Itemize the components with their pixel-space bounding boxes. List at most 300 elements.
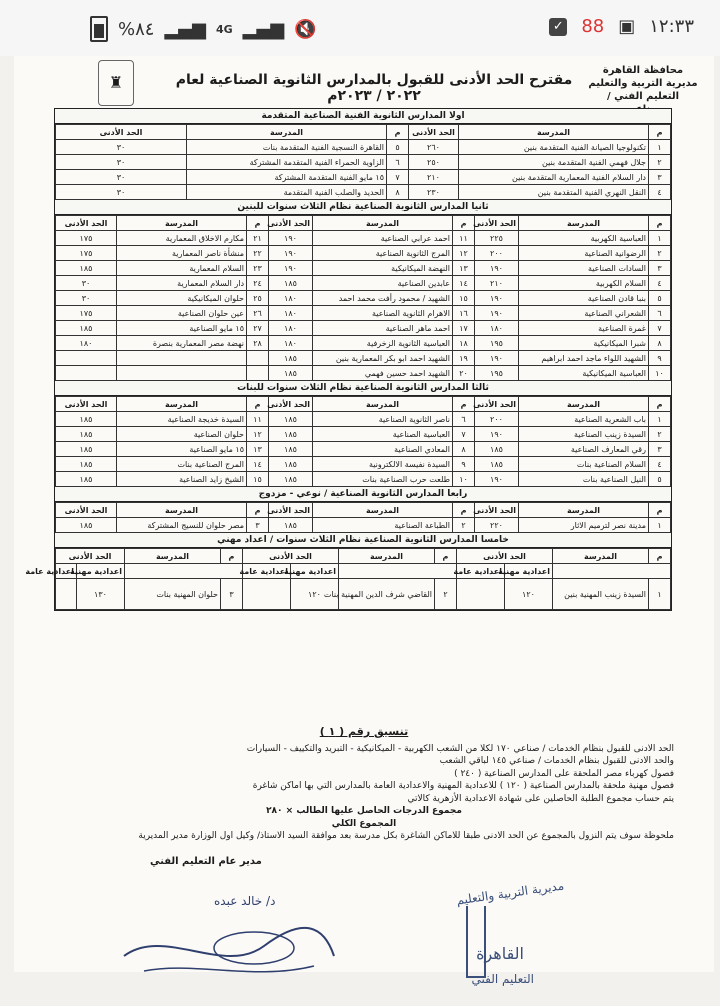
sub-header: اعدادية عامة: [456, 564, 504, 579]
school-name-cell: القاضي شرف الدين المهنية بنات: [338, 579, 434, 610]
table-cell: ٦: [387, 155, 409, 170]
table-cell: ١٨٥: [269, 457, 313, 472]
school-name-cell: العباسية الصناعية: [313, 427, 453, 442]
table-row: [56, 246, 671, 261]
spacer-cell: [124, 564, 242, 579]
col-header: المدرسة: [519, 216, 649, 231]
note-line: المجموع الكلي: [331, 818, 397, 829]
school-name-cell: الشهيد / محمود رأفت محمد احمد: [313, 291, 453, 306]
note-line: الحد الادنى للقبول بنظام الخدمات / صناعي ١٧٠ لكلا من الشعب الكهربية - الميكانيكية - التبريد والتكييف - السيارات: [246, 743, 674, 754]
table-cell: ١٨٥: [269, 351, 313, 366]
school-name-cell: ١٥ مايو الفنية المتقدمة المشتركة: [187, 170, 387, 185]
school-name-cell: الرضوانية الصناعية: [519, 246, 649, 261]
network-type: 4G: [215, 22, 233, 36]
table-row: [56, 276, 671, 291]
col-header: م: [387, 125, 409, 140]
table-cell: ٤: [649, 457, 671, 472]
issuer-line: مديرية التربية والتعليم: [588, 78, 698, 89]
table-cell: [56, 351, 117, 366]
table-cell: ٢٢٠: [475, 518, 519, 533]
table-cell: ٥: [649, 472, 671, 487]
table-cell: ٣: [649, 170, 671, 185]
school-name-cell: احمد عرابي الصناعية: [313, 231, 453, 246]
table-cell: ٩: [453, 457, 475, 472]
col-header: المدرسة: [117, 216, 247, 231]
col-header: م: [453, 216, 475, 231]
note-line: ملحوظة سوف يتم النزول بالمجموع عن الحد الادنى طبقا للاماكن الشاغرة بكل مدرسة بعد موافقة السيد الاستاذ/ وكيل اول الوزارة مدير المديرية: [138, 831, 674, 841]
school-name-cell: القاهرة النسجية الفنية المتقدمة بنات: [187, 140, 387, 155]
table-cell: ٣: [220, 579, 242, 610]
table-row: [56, 185, 671, 200]
table-cell: ١٨٠: [269, 291, 313, 306]
table-cell: ١٧: [453, 321, 475, 336]
school-name-cell: حلوان الصناعية: [117, 427, 247, 442]
table-cell: ١٨٥: [56, 518, 117, 533]
note-line: فصول كهرباء مصر الملحقة على المدارس الصناعية ( ٢٤٠ ): [454, 768, 674, 779]
table-cell: ٨: [387, 185, 409, 200]
table-cell: ١٩٥: [475, 366, 519, 381]
col-header: الحد الأدنى: [456, 549, 552, 564]
table-row: [56, 306, 671, 321]
school-name-cell: السيدة نفيسة الالكترونية: [313, 457, 453, 472]
school-name-cell: بنبا قادن الصناعية: [519, 291, 649, 306]
table-cell: ٢٦: [247, 306, 269, 321]
section2-table: [55, 215, 671, 381]
table-cell: ٢٣: [247, 261, 269, 276]
table-cell: ١٢٠: [290, 579, 338, 610]
col-header: المدرسة: [519, 397, 649, 412]
school-name-cell: حلوان المهنية بنات: [124, 579, 220, 610]
image-icon: ▣: [618, 16, 636, 37]
table-cell: ٣٠: [56, 170, 187, 185]
school-name-cell: نهضة مصر المعمارية بنصرة: [117, 336, 247, 351]
table-cell: ١٩٠: [475, 472, 519, 487]
section-title: ثالثا المدارس الثانوية الصناعية نظام الثلاث سنوات للبنات: [55, 381, 671, 396]
table-cell: ١٨٥: [56, 261, 117, 276]
table-cell: ٢: [649, 246, 671, 261]
school-name-cell: الشهيد اللواء ماجد احمد ابراهيم: [519, 351, 649, 366]
table-cell: ١٨: [453, 336, 475, 351]
table-cell: ١٢: [453, 246, 475, 261]
table-cell: ٥: [387, 140, 409, 155]
document-title: مقترح الحد الأدنى للقبول بالمدارس الثانوية الصناعية لعام ٢٠٢٢ / ٢٠٢٣م: [175, 72, 573, 104]
table-cell: ١٩٠: [475, 351, 519, 366]
table-row: [56, 351, 671, 366]
table-header-row: [56, 125, 671, 140]
table-cell: ١: [649, 140, 671, 155]
col-header: الحد الأدنى: [409, 125, 459, 140]
table-cell: ٣٠: [56, 185, 187, 200]
school-name-cell: باب الشعرية الصناعية: [519, 412, 649, 427]
table-cell: ١٩٠: [475, 261, 519, 276]
col-header: م: [434, 549, 456, 564]
school-name-cell: السلام الكهربية: [519, 276, 649, 291]
table-cell: ٢: [434, 579, 456, 610]
sub-header: اعدادية عامة: [56, 564, 77, 579]
col-header: م: [649, 549, 671, 564]
school-name-cell: الحديد والصلب الفنية المتقدمة: [187, 185, 387, 200]
table-row: [56, 140, 671, 155]
table-cell: ١: [649, 412, 671, 427]
section-title: اولا المدارس الثانوية الفنية الصناعية المتقدمة: [55, 109, 671, 124]
table-cell: ١٨٥: [475, 457, 519, 472]
col-header: الحد الأدنى: [242, 549, 338, 564]
col-header: م: [453, 503, 475, 518]
table-cell: ٢٦٠: [409, 140, 459, 155]
school-name-cell: عين حلوان الصناعية: [117, 306, 247, 321]
school-name-cell: طلعت حرب الصناعية بنات: [313, 472, 453, 487]
col-header: م: [649, 216, 671, 231]
table-cell: ١٨٥: [269, 366, 313, 381]
note-line: والحد الادنى للقبول بنظام الخدمات / صناعي ١٤٥ لباقي الشعب: [439, 756, 674, 766]
school-name-cell: [117, 351, 247, 366]
school-name-cell: منشأة ناصر المعمارية: [117, 246, 247, 261]
school-name-cell: دار السلام المعمارية: [117, 276, 247, 291]
col-header: م: [220, 549, 242, 564]
school-name-cell: العباسية الميكانيكية: [519, 366, 649, 381]
table-row: [56, 170, 671, 185]
school-name-cell: السيدة زينب الصناعية: [519, 427, 649, 442]
table-cell: ١: [649, 518, 671, 533]
col-header: م: [649, 125, 671, 140]
col-header: المدرسة: [117, 503, 247, 518]
table-cell: ٣: [649, 442, 671, 457]
table-cell: ٩: [649, 351, 671, 366]
school-name-cell: رقي المعارف الصناعية: [519, 442, 649, 457]
table-cell: ١٧٥: [56, 231, 117, 246]
school-name-cell: السلام المعمارية: [117, 261, 247, 276]
col-header: م: [649, 503, 671, 518]
table-cell: ١٥: [453, 291, 475, 306]
official-stamp: [434, 878, 565, 1006]
table-cell: ١٣: [453, 261, 475, 276]
school-name-cell: المعادي الصناعية: [313, 442, 453, 457]
mute-icon: 🔇: [294, 18, 317, 40]
table-cell: ٦: [453, 412, 475, 427]
spacer-cell: [553, 564, 671, 579]
table-cell: [456, 579, 504, 610]
col-header: م: [453, 397, 475, 412]
section-title: خامسا المدارس الثانوية الصناعية نظام الثلاث سنوات / اعداد مهني: [55, 533, 671, 548]
table-cell: ٢٠: [453, 366, 475, 381]
col-header: الحد الأدنى: [269, 503, 313, 518]
school-name-cell: ناصر الثانوية الصناعية: [313, 412, 453, 427]
school-name-cell: العباسية الثانوية الزخرفية: [313, 336, 453, 351]
table-cell: ١٩: [453, 351, 475, 366]
admission-table-frame: [25, 108, 672, 611]
table-cell: ١٨٥: [56, 457, 117, 472]
stamp-building-icon: [466, 906, 486, 978]
sub-header: اعدادية مهنية: [505, 564, 553, 579]
ministry-logo-icon: ♜: [98, 60, 134, 106]
school-name-cell: الشهيد احمد حسين فهمي: [313, 366, 453, 381]
table-cell: ١٨٥: [56, 412, 117, 427]
table-cell: ١٨٠: [269, 306, 313, 321]
table-cell: ٣٠: [56, 140, 187, 155]
table-cell: ١٩٠: [475, 291, 519, 306]
table-header-row: [56, 216, 671, 231]
table-subheader-row: [56, 564, 671, 579]
table-cell: ٧: [649, 321, 671, 336]
table-cell: [247, 351, 269, 366]
table-cell: ٤: [649, 185, 671, 200]
status-left: [90, 16, 317, 42]
table-cell: ١٨٥: [56, 321, 117, 336]
table-cell: ١٩٠: [475, 306, 519, 321]
school-name-cell: احمد ماهر الصناعية: [313, 321, 453, 336]
col-header: المدرسة: [459, 125, 649, 140]
table-cell: ١٢: [247, 427, 269, 442]
table-cell: ٧: [453, 427, 475, 442]
col-header: الحد الأدنى: [269, 216, 313, 231]
table-cell: ١١: [453, 231, 475, 246]
section1-table: [55, 124, 671, 200]
table-row: [56, 155, 671, 170]
table-cell: ٢٧: [247, 321, 269, 336]
col-header: المدرسة: [338, 549, 434, 564]
school-name-cell: النيل الصناعية بنات: [519, 472, 649, 487]
table-cell: ١٨٠: [56, 336, 117, 351]
table-cell: ٣: [247, 518, 269, 533]
table-cell: ٣٠: [56, 291, 117, 306]
col-header: الحد الأدنى: [56, 216, 117, 231]
spacer-cell: [338, 564, 456, 579]
table-cell: ١٤: [453, 276, 475, 291]
school-name-cell: السيدة خديجة الصناعية: [117, 412, 247, 427]
table-row: [56, 231, 671, 246]
signer-title: مدير عام التعليم الفني: [150, 856, 262, 867]
school-name-cell: الطباعة الصناعية: [313, 518, 453, 533]
school-name-cell: النهضة الميكانيكية: [313, 261, 453, 276]
table-row: [56, 366, 671, 381]
table-cell: ١٩٠: [269, 231, 313, 246]
table-cell: ٢٥٠: [409, 155, 459, 170]
table-cell: ٨: [453, 442, 475, 457]
table-cell: ٦: [649, 306, 671, 321]
table-cell: ١٨٥: [56, 472, 117, 487]
table-cell: ٢١٠: [475, 276, 519, 291]
table-cell: ٢١٠: [409, 170, 459, 185]
table-cell: ٢٠٠: [475, 246, 519, 261]
school-name-cell: السادات الصناعية: [519, 261, 649, 276]
col-header: الحد الأدنى: [56, 549, 125, 564]
table-cell: ١٩٠: [475, 427, 519, 442]
table-row: [56, 336, 671, 351]
school-name-cell: غمرة الصناعية: [519, 321, 649, 336]
table-cell: ١٧٥: [56, 306, 117, 321]
app-icon: 88: [581, 16, 605, 37]
table-cell: ١٤: [247, 457, 269, 472]
table-cell: [56, 366, 117, 381]
section5-table: [25, 548, 671, 610]
col-header: المدرسة: [313, 216, 453, 231]
section-title: رابعا المدارس الثانوية الصناعية / نوعي - مزدوج: [55, 487, 671, 502]
table-cell: ١٨٥: [56, 442, 117, 457]
table-cell: ٢٠٠: [475, 412, 519, 427]
table-header-row: [56, 549, 671, 564]
issuer-line: محافظة القاهرة: [602, 65, 684, 76]
col-header: المدرسة: [124, 549, 220, 564]
table-cell: ١٨٥: [269, 276, 313, 291]
school-name-cell: الشعراني الصناعية: [519, 306, 649, 321]
school-name-cell: مدينة نصر لترميم الاثار: [519, 518, 649, 533]
school-name-cell: الشيخ زايد الصناعية: [117, 472, 247, 487]
school-name-cell: ١٥ مايو الصناعية: [117, 321, 247, 336]
school-name-cell: المرج الصناعية بنات: [117, 457, 247, 472]
table-cell: ١: [649, 579, 671, 610]
table-row: [56, 427, 671, 442]
table-cell: ١٨٠: [269, 321, 313, 336]
school-name-cell: العباسية الكهربية: [519, 231, 649, 246]
col-header: الحد الأدنى: [269, 397, 313, 412]
table-cell: ٢١: [247, 231, 269, 246]
table-cell: ٢: [649, 155, 671, 170]
col-header: الحد الأدنى: [56, 125, 187, 140]
table-cell: ٢٥: [247, 291, 269, 306]
stamp-text: مديرية التربية والتعليم: [455, 878, 565, 908]
col-header: المدرسة: [553, 549, 649, 564]
col-header: الحد الأدنى: [475, 503, 519, 518]
col-header: الحد الأدنى: [56, 503, 117, 518]
sub-header: اعدادية مهنية: [290, 564, 338, 579]
school-name-cell: عابدين الصناعية: [313, 276, 453, 291]
col-header: المدرسة: [117, 397, 247, 412]
school-name-cell: الشهيد احمد ابو بكر المعمارية بنين: [313, 351, 453, 366]
table-cell: ٧: [387, 170, 409, 185]
col-header: المدرسة: [187, 125, 387, 140]
school-name-cell: شبرا الميكانيكية: [519, 336, 649, 351]
col-header: المدرسة: [519, 503, 649, 518]
school-name-cell: النقل النهري الفنية المتقدمة بنين: [459, 185, 649, 200]
clock: ١٢:٣٣: [649, 16, 694, 37]
table-row: [56, 412, 671, 427]
table-row: [56, 579, 671, 610]
section3-table: [55, 396, 671, 487]
table-row: [56, 457, 671, 472]
table-row: [56, 321, 671, 336]
school-name-cell: جلال فهمي الفنية المتقدمة بنين: [459, 155, 649, 170]
table-row: [56, 472, 671, 487]
table-cell: [56, 579, 77, 610]
signal-icon-2: ▂▄▆: [242, 18, 285, 40]
school-name-cell: ١٥ مايو الصناعية: [117, 442, 247, 457]
table-cell: ١٠: [649, 366, 671, 381]
table-cell: ١٩٠: [269, 246, 313, 261]
school-name-cell: مصر حلوان للنسيج المشتركة: [117, 518, 247, 533]
note-line: مجموع الدرجات الحاصل عليها الطالب × ٢٨٠: [266, 806, 462, 816]
battery-percent: %٨٤: [118, 18, 155, 40]
school-name-cell: تكنولوجيا الصيانة الفنية المتقدمة بنين: [459, 140, 649, 155]
table-cell: ٤: [649, 276, 671, 291]
table-row: [56, 291, 671, 306]
table-row: [56, 518, 671, 533]
table-cell: ٣: [649, 261, 671, 276]
school-name-cell: الزاوية الحمراء الفنية المتقدمة المشتركة: [187, 155, 387, 170]
table-cell: ١٨٥: [269, 427, 313, 442]
note-line: فصول مهنية ملحقة بالمدارس الصناعية ( ١٢٠ ) للاعدادية المهنية والاعدادية العامة بالمدارس التي بها اماكن شاغرة: [252, 781, 674, 791]
table-cell: ١٨٠: [475, 321, 519, 336]
note-line: يتم حساب مجموع الطلبة الحاصلين على شهادة الاعدادية الأزهرية كالاتي: [407, 793, 674, 804]
section4-table: [55, 502, 671, 533]
col-header: م: [247, 216, 269, 231]
table-cell: ١٨٥: [269, 472, 313, 487]
table-cell: ١٦: [453, 306, 475, 321]
col-header: الحد الأدنى: [475, 216, 519, 231]
table-cell: [247, 366, 269, 381]
col-header: المدرسة: [313, 503, 453, 518]
table-header-row: [56, 397, 671, 412]
check-icon: ✓: [549, 18, 567, 36]
col-header: م: [247, 397, 269, 412]
issuer-line: التعليم الفني /: [606, 91, 680, 102]
signal-icon: ▂▄▆: [164, 18, 206, 40]
school-name-cell: دار السلام الفنية المعمارية المتقدمة بنين: [459, 170, 649, 185]
stamp-text-bottom: التعليم الفني: [471, 972, 534, 986]
sub-header: اعدادية عامة: [242, 564, 290, 579]
school-name-cell: السيدة زينب المهنية بنين: [553, 579, 649, 610]
col-header: المدرسة: [313, 397, 453, 412]
battery-icon: [90, 16, 108, 42]
col-header: م: [247, 503, 269, 518]
table-cell: ٢: [453, 518, 475, 533]
table-cell: ١٧٥: [56, 246, 117, 261]
table-cell: ٨: [649, 336, 671, 351]
table-row: [56, 442, 671, 457]
table-cell: ١٨٥: [475, 442, 519, 457]
school-name-cell: [117, 366, 247, 381]
table-cell: ١٩٠: [269, 261, 313, 276]
table-cell: ٢٣٠: [409, 185, 459, 200]
table-cell: ٢٢٥: [475, 231, 519, 246]
table-header-row: [56, 503, 671, 518]
signature: [104, 886, 344, 996]
school-name-cell: المرج الثانوية الصناعية: [313, 246, 453, 261]
table-cell: ١٠: [453, 472, 475, 487]
table-row: [56, 261, 671, 276]
table-cell: ١٢٠: [505, 579, 553, 610]
section-title: ثانيا المدارس الثانوية الصناعية نظام الثلاث سنوات للبنين: [55, 200, 671, 215]
table-cell: ٢٨: [247, 336, 269, 351]
sub-header: اعدادية مهنية: [76, 564, 124, 579]
table-cell: ٢٢: [247, 246, 269, 261]
table-cell: ٣٠: [56, 276, 117, 291]
col-header: الحد الأدنى: [475, 397, 519, 412]
col-header: الحد الأدنى: [56, 397, 117, 412]
table-cell: ١٣: [247, 442, 269, 457]
signer-name: د/ خالد عبده: [214, 894, 276, 908]
col-header: م: [649, 397, 671, 412]
table-cell: ١٨٠: [269, 336, 313, 351]
table-cell: ١٨٥: [269, 442, 313, 457]
notes-block: [54, 726, 674, 843]
table-cell: [242, 579, 290, 610]
table-cell: ١: [649, 231, 671, 246]
document-page: [14, 56, 714, 986]
table-cell: ١٨٥: [56, 427, 117, 442]
school-name-cell: الاهرام الثانوية الصناعية: [313, 306, 453, 321]
table-cell: ١٣٠: [76, 579, 124, 610]
table-cell: ٣٠: [56, 155, 187, 170]
table-cell: ١٩٥: [475, 336, 519, 351]
table-cell: ٥: [649, 291, 671, 306]
notes-title: تنسيق رقم ( ١ ): [319, 725, 409, 738]
school-name-cell: حلوان الميكانيكية: [117, 291, 247, 306]
table-cell: ٢٤: [247, 276, 269, 291]
school-name-cell: مكارم الاخلاق المعمارية: [117, 231, 247, 246]
table-cell: ١٥: [247, 472, 269, 487]
table-cell: ٢: [649, 427, 671, 442]
table-cell: ١٨٥: [269, 412, 313, 427]
